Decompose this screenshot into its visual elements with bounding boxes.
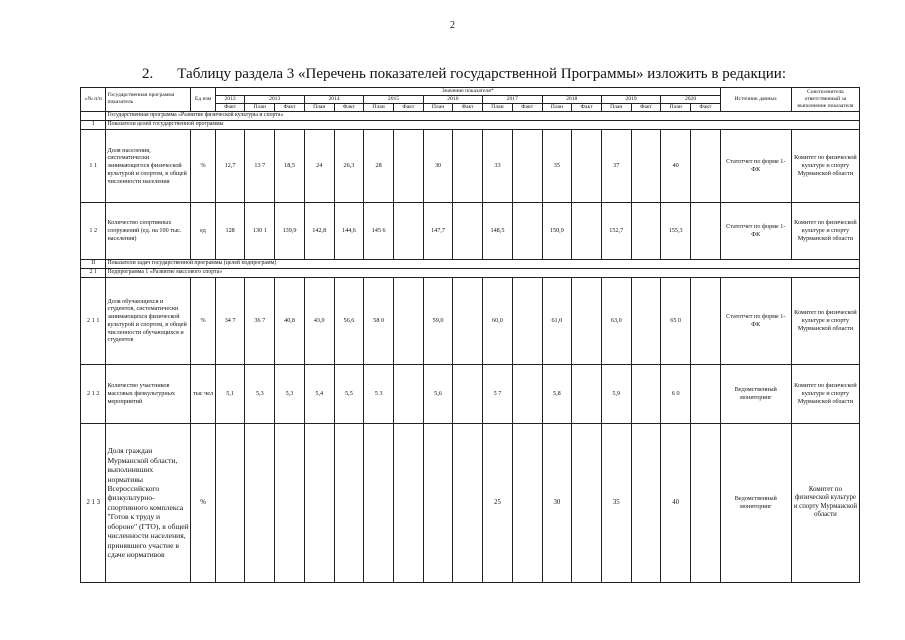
section-title: Подпрограмма 1 «Развитие массового спорта» — [106, 268, 860, 277]
value-cell: 35 — [601, 423, 631, 582]
table-row — [81, 202, 860, 259]
value-cell: 18,5 — [275, 129, 305, 202]
value-cell — [453, 129, 483, 202]
table-row — [81, 277, 860, 364]
data-source: Ведомственный мониторинг — [720, 423, 791, 582]
value-cell — [512, 423, 542, 582]
value-cell: 5,6 — [423, 364, 453, 423]
fact-header: Факт — [453, 103, 483, 111]
unit: тыс чел — [191, 364, 215, 423]
value-cell: 59,0 — [423, 277, 453, 364]
value-cell: 5 7 — [483, 364, 513, 423]
value-cell: 30 — [423, 129, 453, 202]
value-cell: 63,0 — [601, 277, 631, 364]
year-header: 2019 — [601, 95, 660, 103]
value-cell: 142,8 — [304, 202, 334, 259]
value-cell: 5,3 — [245, 364, 275, 423]
value-cell — [334, 423, 364, 582]
year-header: 2018 — [542, 95, 601, 103]
value-cell — [245, 423, 275, 582]
data-source: Ведомственный мониторинг — [720, 364, 791, 423]
unit: ед — [191, 202, 215, 259]
col-source-header: Источник данных — [720, 88, 791, 112]
value-cell: 61,0 — [542, 277, 572, 364]
value-cell: 150,9 — [542, 202, 572, 259]
fact-header: Факт — [275, 103, 305, 111]
value-cell: 65 0 — [661, 277, 691, 364]
row-num: 1 2 — [81, 202, 106, 259]
year-header: 2012 — [215, 95, 245, 103]
value-cell — [572, 202, 602, 259]
indicator-name: Доля населения, систематически занимающегося физической культурой и спортом, в общей численности населения — [106, 129, 191, 202]
data-source: Статотчет по форме 1-ФК — [720, 129, 791, 202]
plan-header: План — [483, 103, 513, 111]
value-cell: 5 3 — [364, 364, 394, 423]
value-cell — [453, 202, 483, 259]
data-source: Статотчет по форме 1-ФК — [720, 277, 791, 364]
row-num: 2 1 1 — [81, 277, 106, 364]
value-cell: 40 — [661, 423, 691, 582]
page-number: 2 — [450, 20, 455, 31]
value-cell — [393, 202, 423, 259]
value-cell — [572, 129, 602, 202]
executor: Комитет по физической культуре и спорту Мурманской области — [791, 364, 859, 423]
value-cell: 40 — [661, 129, 691, 202]
fact-header: Факт — [691, 103, 721, 111]
value-cell: 147,7 — [423, 202, 453, 259]
heading-number: 2. — [142, 66, 154, 82]
unit: % — [191, 423, 215, 582]
value-cell — [572, 423, 602, 582]
fact-header: Факт — [215, 103, 245, 111]
program-title: Государственная программа «Развитие физической культуры и спорта» — [106, 111, 860, 120]
section-title: Показатели задач государственной программы (целей подпрограмм) — [106, 259, 860, 268]
section-row — [81, 120, 860, 129]
value-cell — [304, 423, 334, 582]
value-cell: 33 — [483, 129, 513, 202]
value-cell: 30 — [542, 423, 572, 582]
subsection-row — [81, 268, 860, 277]
value-cell — [215, 423, 245, 582]
value-cell — [572, 364, 602, 423]
table-row — [81, 364, 860, 423]
col-unit-header: Ед изм — [191, 88, 215, 112]
value-cell — [691, 202, 721, 259]
value-cell: 40,8 — [275, 277, 305, 364]
plan-header: План — [661, 103, 691, 111]
fact-header: Факт — [512, 103, 542, 111]
value-cell: 56,6 — [334, 277, 364, 364]
value-cell: 43,0 — [304, 277, 334, 364]
value-cell: 144,6 — [334, 202, 364, 259]
data-source: Статотчет по форме 1-ФК — [720, 202, 791, 259]
year-header: 2014 — [304, 95, 363, 103]
fact-header: Факт — [572, 103, 602, 111]
section-num: II — [81, 259, 106, 268]
value-cell: 60,0 — [483, 277, 513, 364]
executor: Комитет по физической культуре и спорту Мурманской области — [791, 129, 859, 202]
value-cell: 36 7 — [245, 277, 275, 364]
value-cell — [512, 202, 542, 259]
value-cell — [512, 129, 542, 202]
value-cell: 128 — [215, 202, 245, 259]
value-cell: 5,9 — [601, 364, 631, 423]
section-num: I — [81, 120, 106, 129]
plan-header: План — [364, 103, 394, 111]
value-cell — [423, 423, 453, 582]
value-cell: 152,7 — [601, 202, 631, 259]
year-header: 2020 — [661, 95, 720, 103]
value-cell: 6 0 — [661, 364, 691, 423]
indicator-name: Доля обучающихся и студентов, систематически занимающихся физической культурой и спортом, в общей численности обучающихся и студентов — [106, 277, 191, 364]
value-cell: 139,9 — [275, 202, 305, 259]
value-cell: 5,5 — [334, 364, 364, 423]
year-header: 2017 — [483, 95, 542, 103]
table-row — [81, 423, 860, 582]
plan-header: План — [304, 103, 334, 111]
table-cell — [81, 111, 106, 120]
unit: % — [191, 129, 215, 202]
value-cell: 24 — [304, 129, 334, 202]
plan-header: План — [542, 103, 572, 111]
value-cell: 5,1 — [215, 364, 245, 423]
value-cell — [572, 277, 602, 364]
year-header: 2015 — [364, 95, 423, 103]
indicator-name: Количество спортивных сооружений (ед. на 100 тыс. населения) — [106, 202, 191, 259]
section-title: Показатели целей государственной программы — [106, 120, 860, 129]
year-header: 2016 — [423, 95, 482, 103]
value-cell — [631, 129, 661, 202]
value-cell — [691, 423, 721, 582]
unit: % — [191, 277, 215, 364]
program-title-row — [81, 111, 860, 120]
row-num: 2 1 2 — [81, 364, 106, 423]
col-values-header: Значение показателя* — [215, 88, 720, 96]
value-cell: 26,3 — [334, 129, 364, 202]
col-exec-header: Соисполнитель ответственный за выполнение показателя — [791, 88, 859, 112]
indicator-name: Количество участников массовых физкультурных мероприятий — [106, 364, 191, 423]
plan-header: План — [601, 103, 631, 111]
value-cell — [393, 364, 423, 423]
value-cell — [691, 364, 721, 423]
header-row-1 — [81, 88, 860, 96]
executor: Комитет по физической культуре и спорту Мурманской области — [791, 202, 859, 259]
year-header: 2013 — [245, 95, 304, 103]
value-cell: 130 1 — [245, 202, 275, 259]
value-cell: 145 6 — [364, 202, 394, 259]
fact-header: Факт — [631, 103, 661, 111]
heading-text: Таблицу раздела 3 «Перечень показателей государственной Программы» изложить в редакции: — [177, 66, 786, 82]
plan-header: План — [423, 103, 453, 111]
value-cell — [453, 277, 483, 364]
table-row — [81, 129, 860, 202]
section-heading — [142, 66, 786, 83]
value-cell — [691, 129, 721, 202]
executor: Комитет по физической культуре и спорту Мурманской области — [791, 277, 859, 364]
section-row — [81, 259, 860, 268]
section-num: 2 1 — [81, 268, 106, 277]
executor: Комитет по физической культуре и спорту Мурманской области — [791, 423, 859, 582]
value-cell: 34 7 — [215, 277, 245, 364]
value-cell: 155,3 — [661, 202, 691, 259]
value-cell — [275, 423, 305, 582]
value-cell: 12,7 — [215, 129, 245, 202]
value-cell — [393, 277, 423, 364]
fact-header: Факт — [334, 103, 364, 111]
indicators-table — [80, 87, 860, 583]
value-cell — [631, 423, 661, 582]
fact-header: Факт — [393, 103, 423, 111]
value-cell: 5,3 — [275, 364, 305, 423]
value-cell — [691, 277, 721, 364]
value-cell — [631, 364, 661, 423]
value-cell: 25 — [483, 423, 513, 582]
value-cell: 5,8 — [542, 364, 572, 423]
value-cell: 13 7 — [245, 129, 275, 202]
value-cell: 35 — [542, 129, 572, 202]
value-cell — [453, 423, 483, 582]
value-cell — [512, 277, 542, 364]
value-cell — [631, 202, 661, 259]
col-num-header: «№ п/п — [81, 88, 106, 112]
value-cell — [512, 364, 542, 423]
value-cell: 28 — [364, 129, 394, 202]
value-cell: 5,4 — [304, 364, 334, 423]
value-cell: 148,5 — [483, 202, 513, 259]
value-cell — [631, 277, 661, 364]
value-cell: 58 0 — [364, 277, 394, 364]
value-cell: 37 — [601, 129, 631, 202]
value-cell — [364, 423, 394, 582]
value-cell — [393, 423, 423, 582]
col-name-header: Государственная программа показатель — [106, 88, 191, 112]
row-num: 2 1 3 — [81, 423, 106, 582]
value-cell — [393, 129, 423, 202]
plan-header: План — [245, 103, 275, 111]
value-cell — [453, 364, 483, 423]
row-num: 1 1 — [81, 129, 106, 202]
indicator-name: Доля граждан Мурманской области, выполнивших нормативы Всероссийского физкультурно-спортивного комплекса "Готов к труду и обороне" (ГТО), в общей численности населения, принявшего участие в сдаче нормативов — [106, 423, 191, 582]
